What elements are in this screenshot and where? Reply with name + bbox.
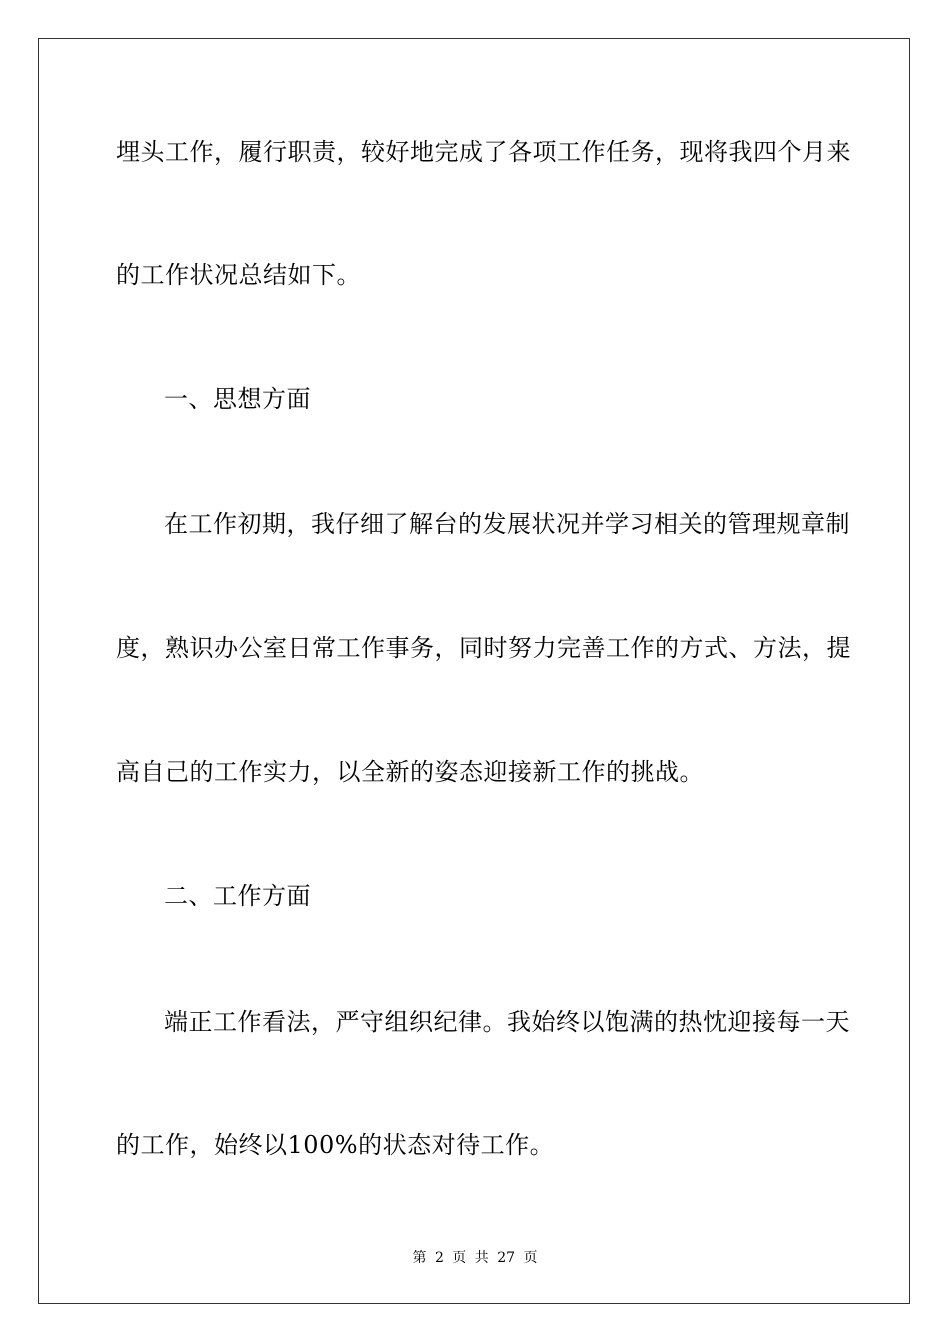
body-text-line: 的工作状况总结如下。 — [116, 261, 361, 289]
page-border — [38, 38, 910, 1304]
body-text-line: 端正工作看法，严守组织纪律。我始终以饱满的热忱迎接每一天 — [164, 1008, 850, 1036]
page-number-footer: 第 2 页 共 27 页 — [412, 1250, 538, 1266]
section-heading: 一、思想方面 — [164, 385, 311, 413]
body-text-line: 度，熟识办公室日常工作事务，同时努力完善工作的方式、方法，提 — [116, 634, 851, 662]
body-text-line: 在工作初期，我仔细了解台的发展状况并学习相关的管理规章制 — [164, 510, 850, 538]
body-text-line: 高自己的工作实力，以全新的姿态迎接新工作的挑战。 — [116, 758, 704, 786]
section-heading: 二、工作方面 — [164, 882, 311, 910]
body-text-line: 埋头工作，履行职责，较好地完成了各项工作任务，现将我四个月来 — [116, 138, 851, 166]
body-text-line: 的工作，始终以100%的状态对待工作。 — [116, 1131, 555, 1159]
